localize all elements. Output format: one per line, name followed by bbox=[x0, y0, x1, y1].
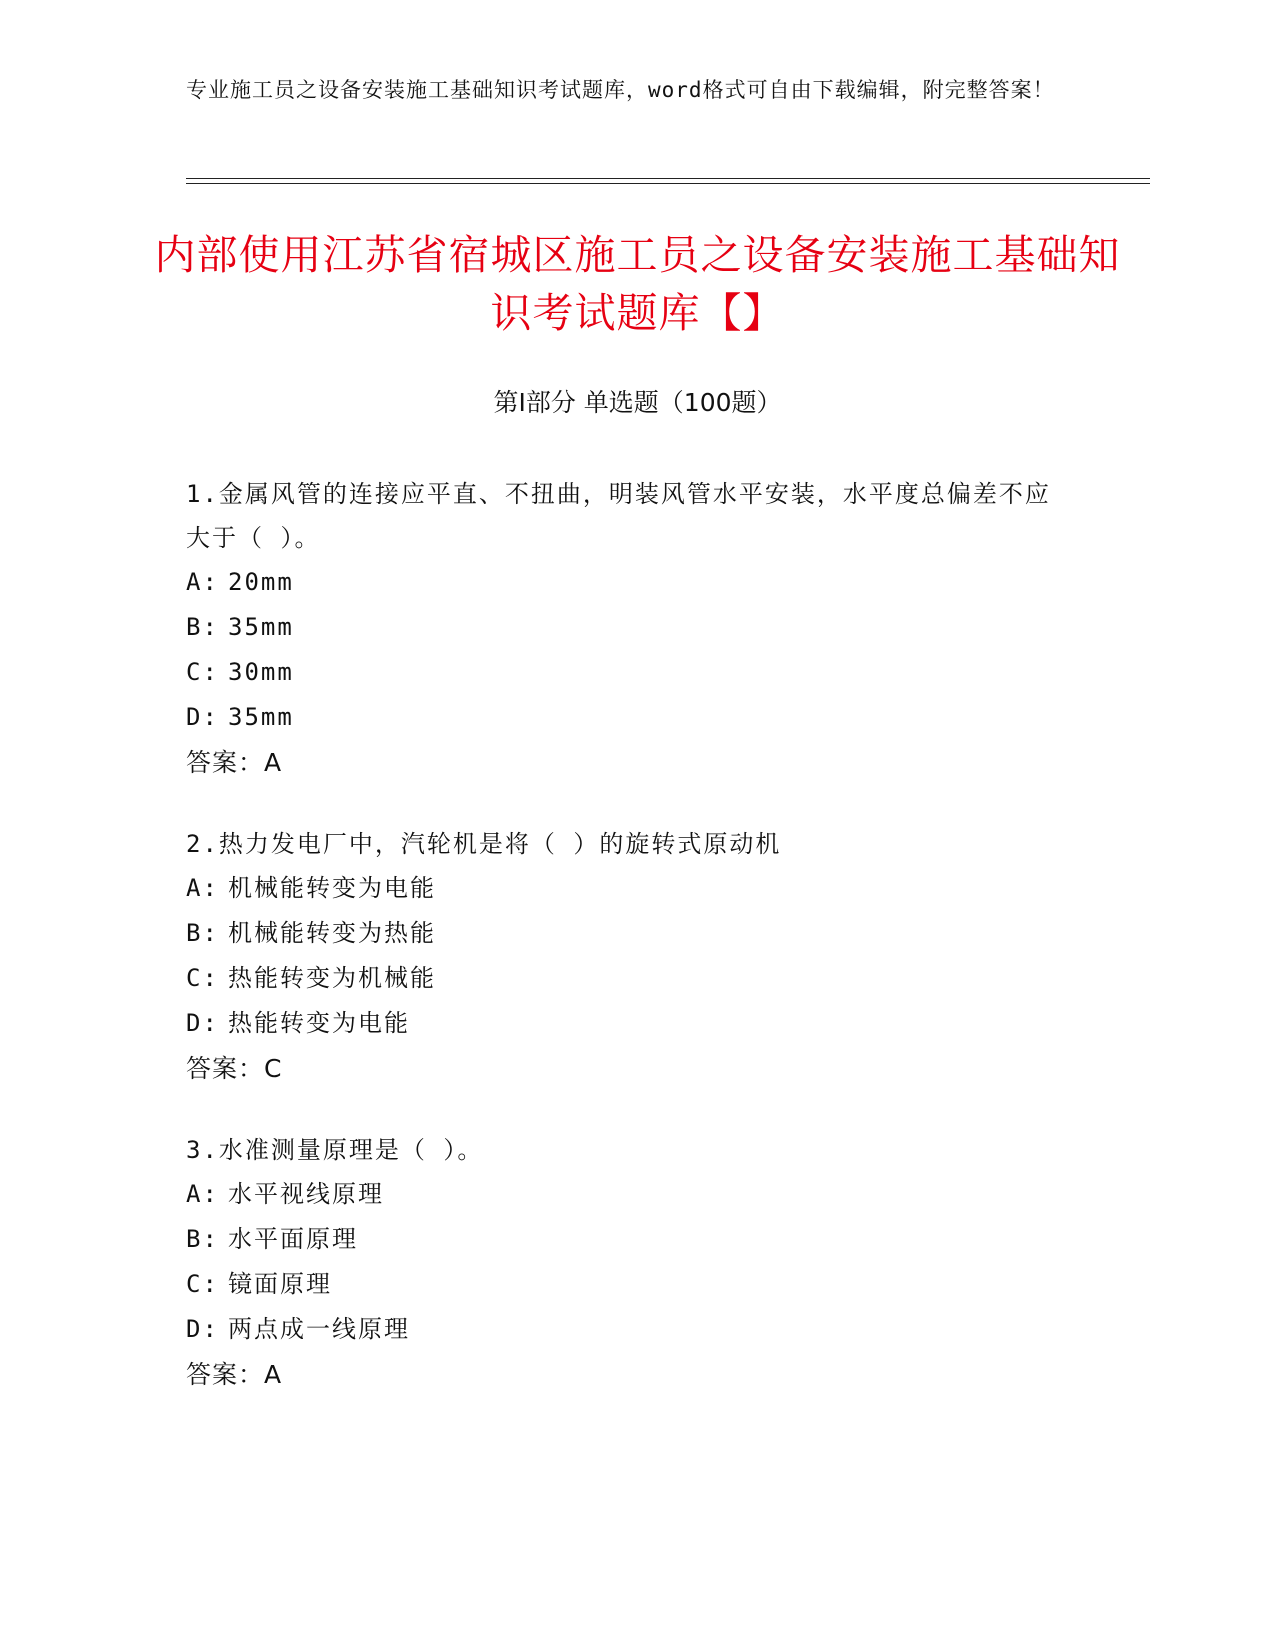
document-title: 内部使用江苏省宿城区施工员之设备安装施工基础知识考试题库【】 bbox=[154, 231, 1121, 337]
option-c bbox=[186, 650, 1066, 695]
option-a bbox=[186, 1172, 1066, 1217]
option-a bbox=[186, 560, 1066, 605]
option-text: 水平面原理 bbox=[228, 1225, 358, 1253]
option-letter: B: bbox=[186, 1225, 219, 1253]
option-a bbox=[186, 866, 1066, 911]
option-c bbox=[186, 956, 1066, 1001]
option-text: 30mm bbox=[228, 658, 294, 686]
question-list bbox=[186, 472, 1066, 1434]
answer-line: 答案：A bbox=[186, 1360, 283, 1389]
option-text: 两点成一线原理 bbox=[228, 1315, 410, 1343]
option-letter: A: bbox=[186, 874, 219, 902]
question-stem: 2.热力发电厂中，汽轮机是将（ ）的旋转式原动机 bbox=[186, 830, 782, 858]
option-letter: D: bbox=[186, 1315, 219, 1343]
question-3 bbox=[186, 1128, 1066, 1398]
option-text: 热能转变为机械能 bbox=[228, 964, 436, 992]
section-title: 第Ⅰ部分 单选题（100题） bbox=[493, 388, 782, 417]
option-text: 热能转变为电能 bbox=[228, 1009, 410, 1037]
question-stem: 3.水准测量原理是（ ）。 bbox=[186, 1136, 484, 1164]
option-text: 35mm bbox=[228, 703, 294, 731]
option-letter: A: bbox=[186, 568, 219, 596]
header-rule-bottom bbox=[186, 183, 1150, 184]
option-text: 机械能转变为电能 bbox=[228, 874, 436, 902]
option-text: 水平视线原理 bbox=[228, 1180, 384, 1208]
option-letter: C: bbox=[186, 658, 219, 686]
option-letter: B: bbox=[186, 613, 219, 641]
answer-line: 答案：A bbox=[186, 748, 283, 777]
option-d bbox=[186, 1307, 1066, 1352]
option-text: 机械能转变为热能 bbox=[228, 919, 436, 947]
option-b bbox=[186, 605, 1066, 650]
option-letter: A: bbox=[186, 1180, 219, 1208]
option-letter: C: bbox=[186, 964, 219, 992]
header-rule-top bbox=[186, 178, 1150, 179]
question-2 bbox=[186, 822, 1066, 1092]
question-1 bbox=[186, 472, 1066, 786]
option-c bbox=[186, 1262, 1066, 1307]
question-stem: 1.金属风管的连接应平直、不扭曲，明装风管水平安装，水平度总偏差不应大于（ ）。 bbox=[186, 480, 1051, 552]
option-b bbox=[186, 911, 1066, 956]
option-text: 35mm bbox=[228, 613, 294, 641]
answer-line: 答案：C bbox=[186, 1054, 283, 1083]
header-note: 专业施工员之设备安装施工基础知识考试题库，word格式可自由下载编辑，附完整答案！ bbox=[186, 78, 1055, 102]
option-letter: B: bbox=[186, 919, 219, 947]
option-letter: D: bbox=[186, 1009, 219, 1037]
option-d bbox=[186, 1001, 1066, 1046]
option-d bbox=[186, 695, 1066, 740]
option-text: 镜面原理 bbox=[228, 1270, 332, 1298]
option-letter: C: bbox=[186, 1270, 219, 1298]
option-b bbox=[186, 1217, 1066, 1262]
option-text: 20mm bbox=[228, 568, 294, 596]
option-letter: D: bbox=[186, 703, 219, 731]
